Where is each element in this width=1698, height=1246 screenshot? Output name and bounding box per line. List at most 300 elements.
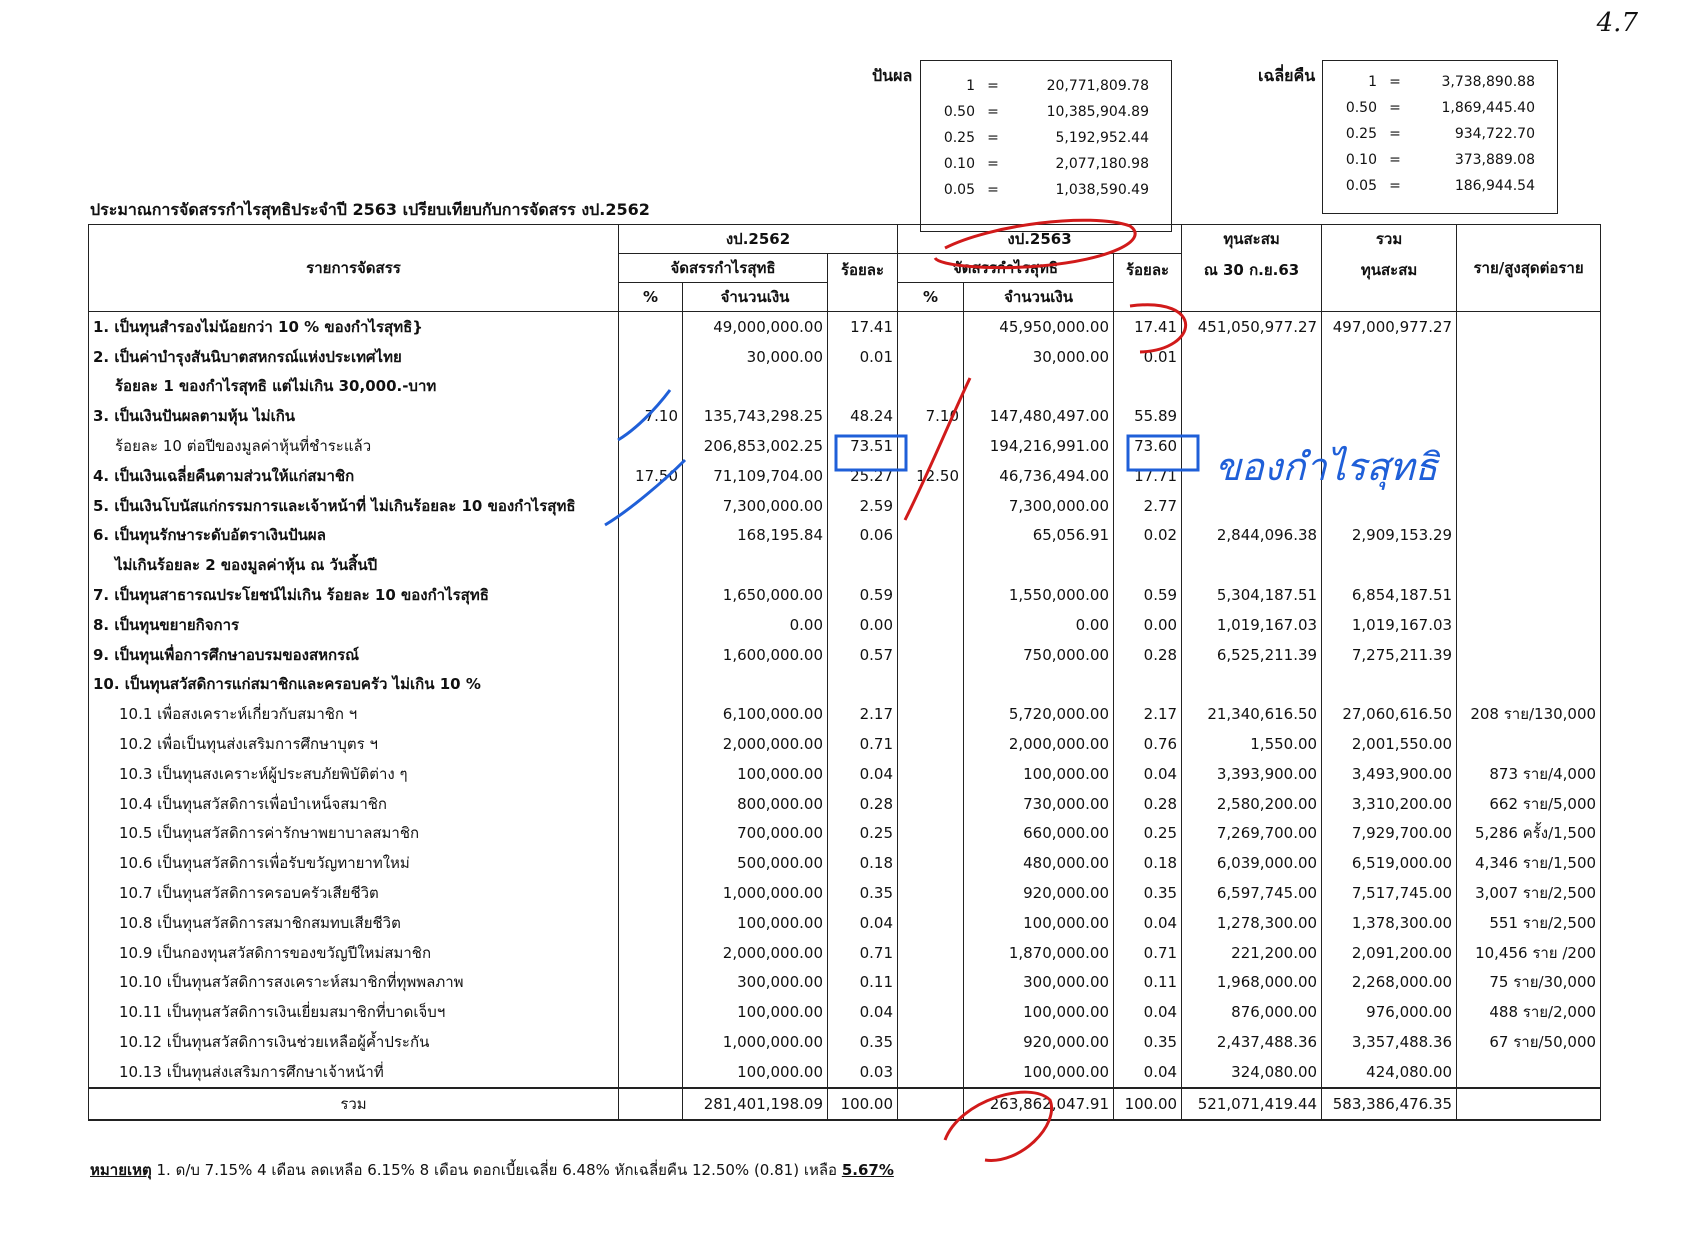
amount-2563-cell: 300,000.00 — [964, 968, 1114, 998]
table-row — [89, 491, 1601, 521]
total-cell: 583,386,476.35 — [1322, 1088, 1457, 1120]
amount-2563-cell: 46,736,494.00 — [964, 461, 1114, 491]
pct-2563-cell: 7.10 — [898, 401, 964, 431]
pct-2563-cell — [898, 908, 964, 938]
percent-2563-cell: 73.60 — [1114, 431, 1182, 461]
item-cell: ร้อยละ 10 ต่อปีของมูลค่าหุ้นที่ชำระแล้ว — [115, 437, 372, 456]
per-member-cell — [1457, 550, 1601, 580]
pct-2563-cell — [898, 521, 964, 551]
total-accumulated-cell: 1,378,300.00 — [1322, 908, 1457, 938]
total-cell: 100.00 — [1114, 1088, 1182, 1120]
percent-2563-cell: 0.00 — [1114, 610, 1182, 640]
col-tot-header-1: รวม — [1322, 225, 1457, 254]
dividend-ratio: 1 — [966, 78, 975, 94]
item-cell: 4. เป็นเงินเฉลี่ยคืนตามส่วนให้แก่สมาชิก — [93, 466, 355, 485]
item-cell: 10.3 เป็นทุนสงเคราะห์ผู้ประสบภัยพิบัติต่าง ๆ — [119, 764, 408, 783]
pct-2562-cell — [619, 968, 683, 998]
pct-2562-cell — [619, 580, 683, 610]
percent-2563-cell: 17.41 — [1114, 312, 1182, 342]
total-accumulated-cell: 1,019,167.03 — [1322, 610, 1457, 640]
accumulated-cell: 2,580,200.00 — [1182, 789, 1322, 819]
item-cell: 10.9 เป็นกองทุนสวัสดิการของขวัญปีใหม่สมาชิก — [119, 943, 432, 962]
amount-2563-cell: 480,000.00 — [964, 848, 1114, 878]
item-cell: 2. เป็นค่าบำรุงสันนิบาตสหกรณ์แห่งประเทศไทย — [93, 347, 402, 366]
amount-2563-cell: 30,000.00 — [964, 342, 1114, 372]
pct-2563-cell — [898, 729, 964, 759]
percent-2562-cell — [828, 550, 898, 580]
amount-2562-cell: 49,000,000.00 — [683, 312, 828, 342]
amount-2563-cell: 920,000.00 — [964, 1027, 1114, 1057]
table-row — [89, 550, 1601, 580]
dividend-equals: = — [987, 182, 999, 198]
percent-2562-cell: 0.59 — [828, 580, 898, 610]
total-accumulated-cell — [1322, 401, 1457, 431]
total-accumulated-cell — [1322, 431, 1457, 461]
table-row — [89, 729, 1601, 759]
pct-2563-cell — [898, 640, 964, 670]
percent-2562-cell: 48.24 — [828, 401, 898, 431]
dividend-equals: = — [987, 156, 999, 172]
per-member-cell: 10,456 ราย /200 — [1457, 938, 1601, 968]
percent-2563-cell: 0.04 — [1114, 997, 1182, 1027]
refund-row — [1323, 147, 1557, 173]
per-member-cell: 67 ราย/50,000 — [1457, 1027, 1601, 1057]
percent-2563-cell — [1114, 550, 1182, 580]
item-cell: 10.5 เป็นทุนสวัสดิการค่ารักษาพยาบาลสมาชิก — [119, 824, 420, 843]
refund-value: 186,944.54 — [1454, 178, 1535, 194]
table-row — [89, 819, 1601, 849]
amount-2562-cell: 300,000.00 — [683, 968, 828, 998]
pct-2562-cell — [619, 670, 683, 700]
amount-2563-cell: 0.00 — [964, 610, 1114, 640]
percent-2563-cell — [1114, 372, 1182, 402]
percent-2563-cell: 0.35 — [1114, 1027, 1182, 1057]
total-cell: รวม — [89, 1088, 619, 1120]
pct-2562-cell — [619, 342, 683, 372]
per-member-cell: 208 ราย/130,000 — [1457, 699, 1601, 729]
item-cell: 10.1 เพื่อสงเคราะห์เกี่ยวกับสมาชิก ฯ — [119, 705, 358, 724]
pct-2562-cell — [619, 312, 683, 342]
total-accumulated-cell: 3,493,900.00 — [1322, 759, 1457, 789]
per-member-cell — [1457, 670, 1601, 700]
accumulated-cell — [1182, 431, 1322, 461]
accumulated-cell: 876,000.00 — [1182, 997, 1322, 1027]
amount-2562-cell: 30,000.00 — [683, 342, 828, 372]
dividend-value: 20,771,809.78 — [1046, 78, 1149, 94]
total-accumulated-cell: 7,275,211.39 — [1322, 640, 1457, 670]
amount-2563-cell — [964, 372, 1114, 402]
pct-2562-cell — [619, 848, 683, 878]
amount-2562-cell: 1,000,000.00 — [683, 878, 828, 908]
pct-2562-cell — [619, 699, 683, 729]
percent-2562-cell: 0.04 — [828, 759, 898, 789]
table-row — [89, 789, 1601, 819]
percent-2562-cell: 0.03 — [828, 1057, 898, 1088]
per-member-cell: 662 ราย/5,000 — [1457, 789, 1601, 819]
pct-2563-cell — [898, 580, 964, 610]
percent-2563-cell: 0.35 — [1114, 878, 1182, 908]
amount-2562-cell: 2,000,000.00 — [683, 938, 828, 968]
col-acc-header-2: ณ 30 ก.ย.63 — [1182, 254, 1322, 312]
col-pct2-header: % — [898, 283, 964, 312]
col-tot-header-2: ทุนสะสม — [1322, 254, 1457, 312]
pct-2562-cell — [619, 789, 683, 819]
item-cell: 5. เป็นเงินโบนัสแก่กรรมการและเจ้าหน้าที่ ไม่เกินร้อยละ 10 ของกำไรสุทธิ — [93, 496, 576, 515]
percent-2563-cell: 0.11 — [1114, 968, 1182, 998]
amount-2562-cell: 2,000,000.00 — [683, 729, 828, 759]
pct-2562-cell — [619, 1027, 683, 1057]
total-accumulated-cell — [1322, 461, 1457, 491]
amount-2562-cell: 1,000,000.00 — [683, 1027, 828, 1057]
percent-2562-cell — [828, 372, 898, 402]
amount-2562-cell: 1,650,000.00 — [683, 580, 828, 610]
pct-2563-cell — [898, 759, 964, 789]
percent-2563-cell: 0.59 — [1114, 580, 1182, 610]
pct-2563-cell — [898, 372, 964, 402]
percent-2562-cell: 0.01 — [828, 342, 898, 372]
refund-equals: = — [1389, 152, 1401, 168]
per-member-cell: 4,346 ราย/1,500 — [1457, 848, 1601, 878]
per-member-cell — [1457, 372, 1601, 402]
per-member-cell — [1457, 461, 1601, 491]
table-row — [89, 848, 1601, 878]
table-row — [89, 670, 1601, 700]
accumulated-cell — [1182, 372, 1322, 402]
percent-2562-cell: 0.04 — [828, 908, 898, 938]
item-cell: 3. เป็นเงินปันผลตามหุ้น ไม่เกิน — [93, 407, 296, 426]
amount-2562-cell: 700,000.00 — [683, 819, 828, 849]
amount-2562-cell: 100,000.00 — [683, 1057, 828, 1088]
amount-2562-cell: 100,000.00 — [683, 997, 828, 1027]
pct-2562-cell: 7.10 — [619, 401, 683, 431]
total-cell — [898, 1088, 964, 1120]
total-accumulated-cell — [1322, 491, 1457, 521]
per-member-cell: 488 ราย/2,000 — [1457, 997, 1601, 1027]
per-member-cell — [1457, 401, 1601, 431]
item-cell: 8. เป็นทุนขยายกิจการ — [93, 615, 240, 634]
col-amount2-header: จำนวนเงิน — [964, 283, 1114, 312]
col-alloc2-header: จัดสรรกำไรสุทธิ — [898, 254, 1114, 283]
item-cell: 10.4 เป็นทุนสวัสดิการเพื่อบำเหน็จสมาชิก — [119, 794, 388, 813]
pct-2562-cell — [619, 878, 683, 908]
percent-2562-cell: 0.57 — [828, 640, 898, 670]
percent-2563-cell: 0.71 — [1114, 938, 1182, 968]
percent-2563-cell: 0.28 — [1114, 640, 1182, 670]
dividend-value: 2,077,180.98 — [1055, 156, 1149, 172]
amount-2562-cell: 7,300,000.00 — [683, 491, 828, 521]
col-alloc-header: จัดสรรกำไรสุทธิ — [619, 254, 828, 283]
total-row — [89, 1088, 1601, 1120]
pct-2562-cell — [619, 521, 683, 551]
amount-2563-cell: 100,000.00 — [964, 1057, 1114, 1088]
col-fy2562-header: งป.2562 — [619, 225, 898, 254]
pct-2563-cell — [898, 491, 964, 521]
table-row — [89, 1027, 1601, 1057]
pct-2563-cell — [898, 1057, 964, 1088]
table-row — [89, 401, 1601, 431]
pct-2562-cell — [619, 759, 683, 789]
col-amount-header: จำนวนเงิน — [683, 283, 828, 312]
amount-2563-cell: 750,000.00 — [964, 640, 1114, 670]
footnote — [90, 1158, 894, 1182]
table-row — [89, 342, 1601, 372]
accumulated-cell: 3,393,900.00 — [1182, 759, 1322, 789]
per-member-cell — [1457, 610, 1601, 640]
percent-2563-cell: 0.25 — [1114, 819, 1182, 849]
col-pct-header: % — [619, 283, 683, 312]
pct-2562-cell — [619, 610, 683, 640]
pct-2562-cell — [619, 819, 683, 849]
total-accumulated-cell: 424,080.00 — [1322, 1057, 1457, 1088]
total-cell: 100.00 — [828, 1088, 898, 1120]
total-cell: 263,862,047.91 — [964, 1088, 1114, 1120]
dividend-row — [921, 73, 1171, 99]
dividend-equals: = — [987, 78, 999, 94]
percent-2562-cell: 0.35 — [828, 878, 898, 908]
col-item-header: รายการจัดสรร — [89, 225, 619, 312]
pct-2563-cell — [898, 312, 964, 342]
amount-2563-cell: 730,000.00 — [964, 789, 1114, 819]
refund-equals: = — [1389, 100, 1401, 116]
accumulated-cell: 451,050,977.27 — [1182, 312, 1322, 342]
percent-2562-cell: 0.25 — [828, 819, 898, 849]
total-accumulated-cell: 3,357,488.36 — [1322, 1027, 1457, 1057]
pct-2562-cell — [619, 550, 683, 580]
total-cell: 281,401,198.09 — [683, 1088, 828, 1120]
amount-2563-cell: 100,000.00 — [964, 759, 1114, 789]
amount-2562-cell: 168,195.84 — [683, 521, 828, 551]
percent-2562-cell: 0.71 — [828, 729, 898, 759]
accumulated-cell: 2,844,096.38 — [1182, 521, 1322, 551]
accumulated-cell — [1182, 401, 1322, 431]
total-accumulated-cell — [1322, 670, 1457, 700]
item-cell: 10. เป็นทุนสวัสดิการแก่สมาชิกและครอบครัว ไม่เกิน 10 % — [93, 675, 481, 694]
per-member-cell: 551 ราย/2,500 — [1457, 908, 1601, 938]
item-cell: 7. เป็นทุนสาธารณประโยชน์ไม่เกิน ร้อยละ 10 ของกำไรสุทธิ — [93, 586, 489, 605]
total-accumulated-cell: 976,000.00 — [1322, 997, 1457, 1027]
accumulated-cell — [1182, 342, 1322, 372]
amount-2562-cell: 206,853,002.25 — [683, 431, 828, 461]
percent-2563-cell: 0.01 — [1114, 342, 1182, 372]
amount-2562-cell: 800,000.00 — [683, 789, 828, 819]
refund-label: เฉลี่ยคืน — [1258, 66, 1316, 85]
percent-2563-cell: 17.71 — [1114, 461, 1182, 491]
accumulated-cell: 6,597,745.00 — [1182, 878, 1322, 908]
total-accumulated-cell: 497,000,977.27 — [1322, 312, 1457, 342]
refund-value: 3,738,890.88 — [1441, 74, 1535, 90]
percent-2563-cell: 0.02 — [1114, 521, 1182, 551]
item-cell: 10.10 เป็นทุนสวัสดิการสงเคราะห์สมาชิกที่ทุพพลภาพ — [119, 973, 464, 992]
amount-2563-cell: 65,056.91 — [964, 521, 1114, 551]
pct-2563-cell — [898, 342, 964, 372]
refund-ratio: 0.25 — [1345, 126, 1377, 142]
dividend-value: 10,385,904.89 — [1046, 104, 1149, 120]
percent-2563-cell: 2.77 — [1114, 491, 1182, 521]
footnote-label: หมายเหตุ — [90, 1161, 152, 1179]
per-member-cell — [1457, 521, 1601, 551]
pct-2562-cell: 17.50 — [619, 461, 683, 491]
amount-2562-cell — [683, 670, 828, 700]
amount-2563-cell: 45,950,000.00 — [964, 312, 1114, 342]
pct-2563-cell — [898, 819, 964, 849]
refund-row — [1323, 121, 1557, 147]
refund-equals: = — [1389, 178, 1401, 194]
per-member-cell — [1457, 491, 1601, 521]
percent-2562-cell: 25.27 — [828, 461, 898, 491]
item-cell: 10.2 เพื่อเป็นทุนส่งเสริมการศึกษาบุตร ฯ — [119, 735, 378, 754]
refund-ratio: 0.50 — [1345, 100, 1377, 116]
table-row — [89, 699, 1601, 729]
per-member-cell: 5,286 ครั้ง/1,500 — [1457, 819, 1601, 849]
item-cell: 10.7 เป็นทุนสวัสดิการครอบครัวเสียชีวิต — [119, 884, 379, 903]
amount-2562-cell: 71,109,704.00 — [683, 461, 828, 491]
percent-2563-cell: 0.04 — [1114, 759, 1182, 789]
item-cell: 9. เป็นทุนเพื่อการศึกษาอบรมของสหกรณ์ — [93, 645, 360, 664]
per-member-cell — [1457, 1057, 1601, 1088]
pct-2562-cell — [619, 908, 683, 938]
pct-2563-cell — [898, 670, 964, 700]
amount-2562-cell: 500,000.00 — [683, 848, 828, 878]
refund-value: 373,889.08 — [1454, 152, 1535, 168]
item-cell: 10.6 เป็นทุนสวัสดิการเพื่อรับขวัญทายาทใหม่ — [119, 854, 410, 873]
accumulated-cell: 1,019,167.03 — [1182, 610, 1322, 640]
percent-2562-cell: 2.59 — [828, 491, 898, 521]
per-member-cell: 75 ราย/30,000 — [1457, 968, 1601, 998]
per-member-cell: 3,007 ราย/2,500 — [1457, 878, 1601, 908]
pct-2563-cell — [898, 938, 964, 968]
amount-2563-cell: 2,000,000.00 — [964, 729, 1114, 759]
col-percent2-header: ร้อยละ — [1114, 254, 1182, 312]
amount-2563-cell: 1,870,000.00 — [964, 938, 1114, 968]
amount-2563-cell — [964, 670, 1114, 700]
percent-2562-cell: 0.35 — [828, 1027, 898, 1057]
per-member-cell — [1457, 342, 1601, 372]
pct-2562-cell — [619, 431, 683, 461]
total-accumulated-cell — [1322, 550, 1457, 580]
pct-2563-cell — [898, 550, 964, 580]
dividend-ratio: 0.25 — [943, 130, 975, 146]
table-row — [89, 372, 1601, 402]
pct-2563-cell: 12.50 — [898, 461, 964, 491]
dividend-ratio: 0.05 — [943, 182, 975, 198]
pct-2563-cell — [898, 968, 964, 998]
amount-2563-cell: 147,480,497.00 — [964, 401, 1114, 431]
percent-2563-cell: 0.18 — [1114, 848, 1182, 878]
refund-ratio: 0.10 — [1345, 152, 1377, 168]
document-title: ประมาณการจัดสรรกำไรสุทธิประจำปี 2563 เปรียบเทียบกับการจัดสรร งป.2562 — [90, 200, 650, 219]
accumulated-cell: 2,437,488.36 — [1182, 1027, 1322, 1057]
item-cell: 1. เป็นทุนสำรองไม่น้อยกว่า 10 % ของกำไรสุทธิ} — [89, 312, 619, 342]
refund-value: 934,722.70 — [1454, 126, 1535, 142]
amount-2562-cell: 6,100,000.00 — [683, 699, 828, 729]
amount-2563-cell: 920,000.00 — [964, 878, 1114, 908]
percent-2563-cell — [1114, 670, 1182, 700]
dividend-row — [921, 151, 1171, 177]
per-member-cell — [1457, 312, 1601, 342]
amount-2562-cell: 0.00 — [683, 610, 828, 640]
allocation-table — [88, 224, 1601, 1121]
footnote-text: 1. ด/บ 7.15% 4 เดือน ลดเหลือ 6.15% 8 เดือน ดอกเบี้ยเฉลี่ย 6.48% หักเฉลี่ยคืน 12.50% (0.81) เหลือ — [151, 1161, 842, 1179]
pct-2563-cell — [898, 610, 964, 640]
amount-2562-cell: 1,600,000.00 — [683, 640, 828, 670]
item-cell: 10.13 เป็นทุนส่งเสริมการศึกษาเจ้าหน้าที่ — [119, 1062, 384, 1081]
total-accumulated-cell: 6,519,000.00 — [1322, 848, 1457, 878]
total-accumulated-cell — [1322, 372, 1457, 402]
dividend-row — [921, 99, 1171, 125]
percent-2562-cell: 0.71 — [828, 938, 898, 968]
amount-2563-cell — [964, 550, 1114, 580]
per-member-cell — [1457, 640, 1601, 670]
percent-2562-cell: 2.17 — [828, 699, 898, 729]
footnote-result: 5.67% — [841, 1161, 894, 1179]
accumulated-cell: 6,525,211.39 — [1182, 640, 1322, 670]
refund-row — [1323, 95, 1557, 121]
accumulated-cell — [1182, 491, 1322, 521]
page-number: 4.7 — [1596, 8, 1638, 38]
col-per-header: ราย/สูงสุดต่อราย — [1457, 225, 1601, 312]
pct-2562-cell — [619, 1057, 683, 1088]
dividend-row — [921, 177, 1171, 203]
item-cell: 10.11 เป็นทุนสวัสดิการเงินเยี่ยมสมาชิกที่บาดเจ็บฯ — [119, 1003, 446, 1022]
dividend-box — [920, 60, 1172, 232]
total-cell — [1457, 1088, 1601, 1120]
percent-2563-cell: 0.04 — [1114, 1057, 1182, 1088]
percent-2562-cell — [828, 670, 898, 700]
refund-row — [1323, 173, 1557, 199]
refund-ratio: 1 — [1368, 74, 1377, 90]
table-row — [89, 908, 1601, 938]
percent-2562-cell: 0.00 — [828, 610, 898, 640]
table-row — [89, 521, 1601, 551]
percent-2562-cell: 0.28 — [828, 789, 898, 819]
total-accumulated-cell: 3,310,200.00 — [1322, 789, 1457, 819]
pct-2563-cell — [898, 848, 964, 878]
accumulated-cell — [1182, 670, 1322, 700]
accumulated-cell: 7,269,700.00 — [1182, 819, 1322, 849]
table-row — [89, 312, 1601, 342]
pct-2562-cell — [619, 997, 683, 1027]
accumulated-cell: 5,304,187.51 — [1182, 580, 1322, 610]
percent-2562-cell: 0.04 — [828, 997, 898, 1027]
pct-2562-cell — [619, 491, 683, 521]
percent-2562-cell: 73.51 — [828, 431, 898, 461]
refund-box — [1322, 60, 1558, 214]
table-row — [89, 431, 1601, 461]
item-cell: ไม่เกินร้อยละ 2 ของมูลค่าหุ้น ณ วันสิ้นปี — [115, 556, 378, 575]
total-accumulated-cell: 2,091,200.00 — [1322, 938, 1457, 968]
dividend-value: 1,038,590.49 — [1055, 182, 1149, 198]
table-row — [89, 759, 1601, 789]
amount-2562-cell: 135,743,298.25 — [683, 401, 828, 431]
refund-row — [1323, 69, 1557, 95]
accumulated-cell: 221,200.00 — [1182, 938, 1322, 968]
percent-2562-cell: 0.11 — [828, 968, 898, 998]
total-accumulated-cell: 7,517,745.00 — [1322, 878, 1457, 908]
accumulated-cell: 1,968,000.00 — [1182, 968, 1322, 998]
amount-2563-cell: 194,216,991.00 — [964, 431, 1114, 461]
amount-2562-cell: 100,000.00 — [683, 759, 828, 789]
amount-2563-cell: 100,000.00 — [964, 997, 1114, 1027]
accumulated-cell: 1,278,300.00 — [1182, 908, 1322, 938]
table-row — [89, 640, 1601, 670]
accumulated-cell: 1,550.00 — [1182, 729, 1322, 759]
refund-equals: = — [1389, 74, 1401, 90]
amount-2563-cell: 5,720,000.00 — [964, 699, 1114, 729]
dividend-label: ปันผล — [872, 66, 913, 85]
total-accumulated-cell: 2,001,550.00 — [1322, 729, 1457, 759]
table-row — [89, 1057, 1601, 1088]
accumulated-cell: 21,340,616.50 — [1182, 699, 1322, 729]
